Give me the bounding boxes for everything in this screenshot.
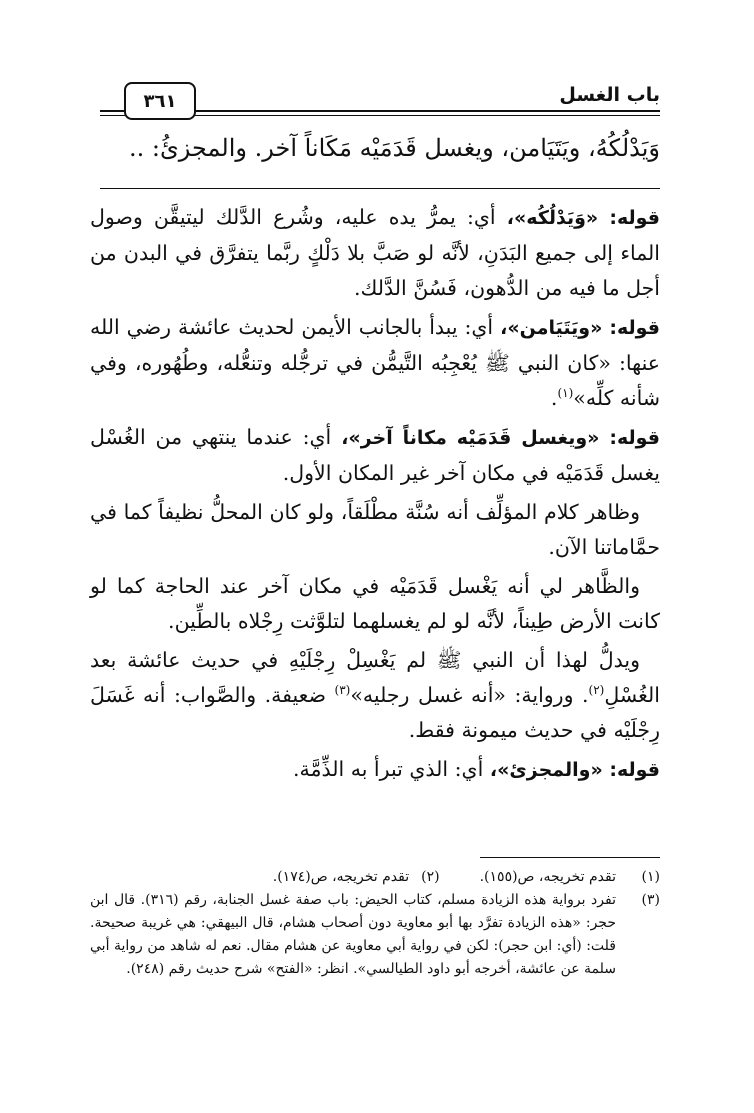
page-header <box>100 78 660 122</box>
page-number: ٣٦١ <box>124 82 196 120</box>
footnote-marker: (١) <box>641 869 660 885</box>
paragraph-text: . ورواية: «أنه غسل رجليه» <box>350 683 589 707</box>
chapter-title: باب الغسل <box>559 84 660 106</box>
paragraph-text: أي: يبدأ بالجانب الأيمن لحديث عائشة رضي الله عنها: «كان النبي ﷺ يُعْجِبُه التَّيمُّن في ترجُّله وتنعُّله، وطُهُوره، وفي شأنه كلِّه» <box>90 315 660 410</box>
matn-text: وَيَدْلُكُهُ، ويَتَيَامن، ويغسل قَدَمَيْه مَكَاناً آخر. والمجزئُ: .. <box>129 134 660 162</box>
footnote-marker: (٢) <box>421 869 440 885</box>
paragraph-end: . <box>550 386 558 410</box>
paragraph-text: أي: يمرُّ يده عليه، وشُرع الدَّلك ليتيقَّن وصول الماء إلى جميع البَدَنِ، لأنَّه لو صَبَّ بلا دَلْكٍ ربَّما يتفرَّق في البدن من أجل ما فيه من الدُّهون، فَسُنَّ الدَّلك. <box>90 205 660 300</box>
paragraph-7 <box>90 752 660 788</box>
paragraph-2 <box>90 310 660 416</box>
paragraph-text: أي: الذي تبرأ به الذِّمَّة. <box>293 757 484 781</box>
quoted-term: «ويَتَيَامن»، <box>493 317 610 339</box>
footnote-marker: (٣) <box>641 892 660 908</box>
footnote-ref-3: (٣) <box>334 683 351 698</box>
footnote-ref-1: (١) <box>557 386 574 401</box>
qawl-label: قوله: <box>609 427 660 449</box>
footnote-ref-2: (٢) <box>588 683 605 698</box>
qawl-label: قوله: <box>609 759 660 781</box>
footnote-text: تقدم تخريجه، ص(١٥٥). <box>479 869 616 885</box>
paragraph-text: أي: عندما ينتهي من الغُسْل يغسل قَدَمَيْه في مكان آخر غير المكان الأول. <box>90 425 660 485</box>
footnote-text: تقدم تخريجه، ص(١٧٤). <box>272 869 410 885</box>
paragraph-3 <box>90 420 660 491</box>
matn-separator <box>100 188 660 189</box>
footnote-text: تفرد برواية هذه الزيادة مسلم، كتاب الحيض: باب صفة غسل الجنابة، رقم (٣١٦). قال ابن حجر: «هذه الزيادة تفرَّد بها أبو معاوية دون أصحاب هشام، قال البيهقي: هي غريبة صحيحة. قلت: (أي: ابن حجر): لكن في رواية أبي معاوية عن هشام مقال. نعم له شاهد من رواية أبي سلمة عن عائشة، أخرجه أبو داود الطيالسي». انظر: «الفتح» شرح حديث رقم (٢٤٨). <box>90 892 616 977</box>
commentary <box>90 200 660 792</box>
footnote-row-3 <box>90 889 660 981</box>
paragraph-6 <box>90 643 660 748</box>
paragraph-text: ضعيفة. والصَّواب: أنه غَسَلَ رِجْلَيْه في حديث ميمونة فقط. <box>90 683 660 742</box>
footnote-separator <box>480 857 660 858</box>
footnote-line <box>273 866 616 889</box>
paragraph-5: والظَّاهر لي أنه يَغْسل قَدَمَيْه في مكان آخر عند الحاجة كما لو كانت الأرض طِيناً، لأنَّه لو لم يغسلهما لتلوَّثت رِجْلاه بالطِّين. <box>90 574 660 633</box>
footnote-row-1 <box>90 866 660 889</box>
paragraph-4: وظاهر كلام المؤلِّف أنه سُنَّة مطْلَقاً، ولو كان المحلُّ نظيفاً كما في حمَّاماتنا الآن. <box>90 500 660 559</box>
footnotes <box>90 866 660 981</box>
paragraph-text: ويدلُّ لهذا أن النبي ﷺ لم يَغْسِلْ رِجْلَيْهِ في حديث عائشة بعد الغُسْلِ <box>90 648 660 707</box>
quoted-term: «ويغسل قَدَمَيْه مكاناً آخر»، <box>331 427 610 449</box>
qawl-label: قوله: <box>609 207 660 229</box>
qawl-label: قوله: <box>609 317 660 339</box>
paragraph-1 <box>90 200 660 306</box>
quoted-term: «والمجزئ»، <box>483 759 610 781</box>
quoted-term: «وَيَدْلُكُه»، <box>495 207 610 229</box>
